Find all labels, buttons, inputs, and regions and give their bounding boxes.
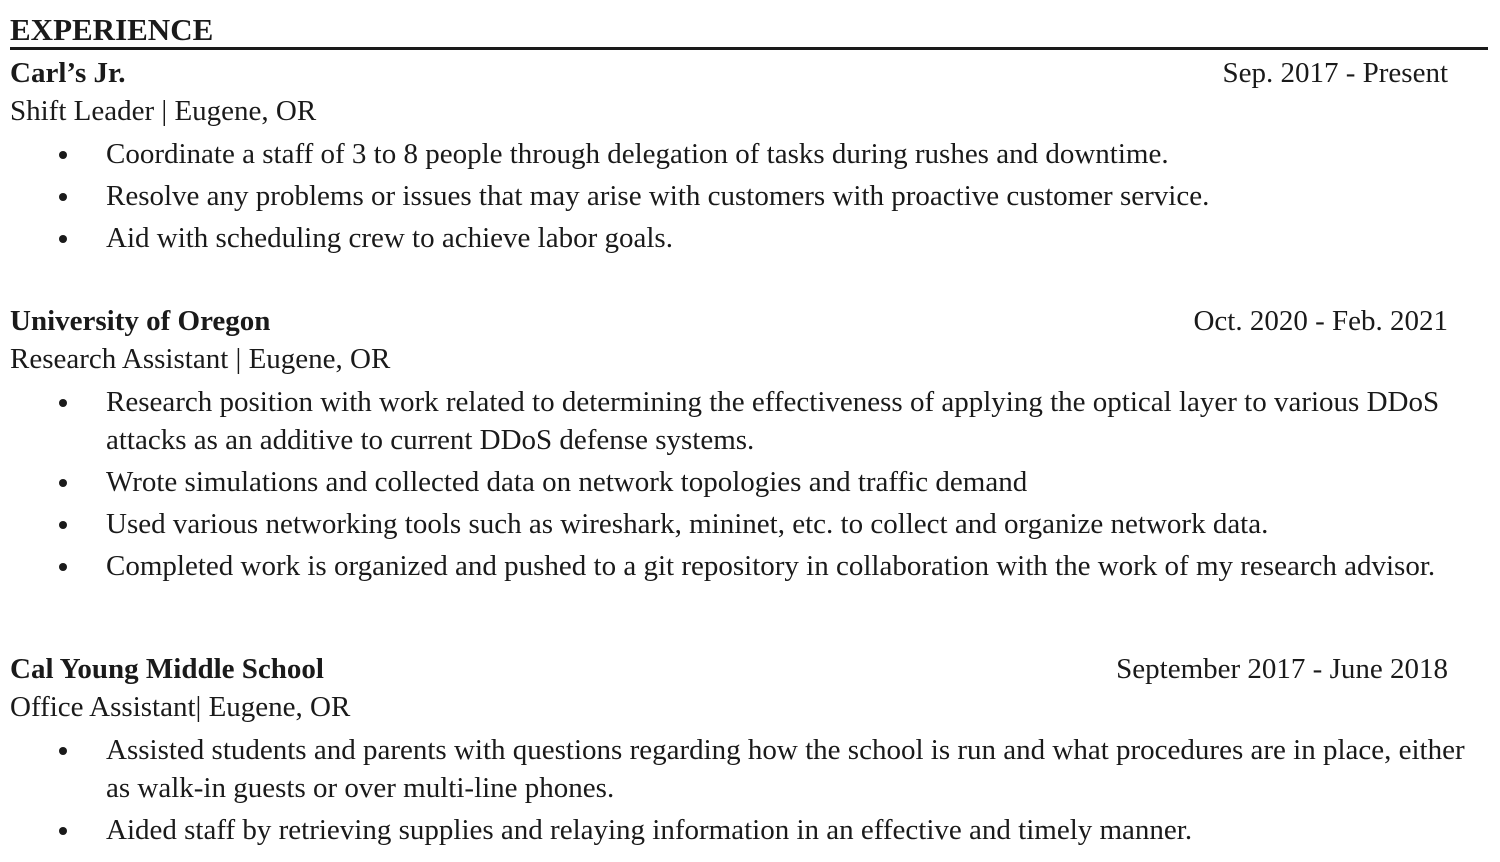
- section-heading: EXPERIENCE: [10, 12, 214, 47]
- bullet-text: Research position with work related to determining the effectiveness of applying the optical layer to various DDoS attacks as an additive to current DDoS defense systems.: [106, 386, 1440, 456]
- bullet-dot-icon: [59, 399, 67, 407]
- job-role: Shift Leader | Eugene, OR: [10, 95, 317, 127]
- bullet-text: Assisted students and parents with questions regarding how the school is run and what procedures are in place, either as walk-in guests or over multi-line phones.: [106, 734, 1465, 804]
- job-role: Office Assistant| Eugene, OR: [10, 691, 351, 723]
- job-header: [10, 54, 1488, 92]
- job-dates: Sep. 2017 - Present: [1222, 57, 1448, 89]
- job-organization: University of Oregon: [10, 305, 271, 337]
- bullet-dot-icon: [59, 747, 67, 755]
- bullet-dot-icon: [59, 235, 67, 243]
- bullet-text: Used various networking tools such as wireshark, mininet, etc. to collect and organize network data.: [106, 508, 1269, 540]
- job-organization: Carl’s Jr.: [10, 57, 126, 89]
- job-role: Research Assistant | Eugene, OR: [10, 343, 391, 375]
- bullet-dot-icon: [59, 563, 67, 571]
- job-header: [10, 650, 1488, 688]
- bullet-text: Aid with scheduling crew to achieve labor goals.: [106, 222, 673, 254]
- bullet-text: Aided staff by retrieving supplies and relaying information in an effective and timely manner.: [106, 814, 1193, 846]
- job-entry: [10, 650, 1488, 853]
- section-divider: [10, 47, 1488, 50]
- bullet-item: [10, 177, 1488, 215]
- bullet-dot-icon: [59, 151, 67, 159]
- bullet-dot-icon: [59, 479, 67, 487]
- bullet-item: [10, 383, 1488, 459]
- bullet-text: Completed work is organized and pushed to a git repository in collaboration with the work of my research advisor.: [106, 550, 1436, 582]
- job-bullets: [10, 383, 1488, 585]
- job-dates: September 2017 - June 2018: [1116, 653, 1448, 685]
- bullet-dot-icon: [59, 521, 67, 529]
- bullet-text: Resolve any problems or issues that may arise with customers with proactive customer service.: [106, 180, 1210, 212]
- bullet-item: [10, 547, 1488, 585]
- bullet-item: [10, 811, 1488, 849]
- bullet-item: [10, 219, 1488, 257]
- job-organization: Cal Young Middle School: [10, 653, 324, 685]
- job-dates: Oct. 2020 - Feb. 2021: [1193, 305, 1448, 337]
- job-header: [10, 302, 1488, 340]
- bullet-dot-icon: [59, 193, 67, 201]
- job-bullets: [10, 731, 1488, 849]
- bullet-item: [10, 463, 1488, 501]
- job-entry: [10, 54, 1488, 261]
- bullet-dot-icon: [59, 827, 67, 835]
- bullet-text: Wrote simulations and collected data on network topologies and traffic demand: [106, 466, 1028, 498]
- job-bullets: [10, 135, 1488, 257]
- bullet-text: Coordinate a staff of 3 to 8 people through delegation of tasks during rushes and downtime.: [106, 138, 1169, 170]
- job-entry: [10, 302, 1488, 589]
- bullet-item: [10, 505, 1488, 543]
- bullet-item: [10, 731, 1488, 807]
- bullet-item: [10, 135, 1488, 173]
